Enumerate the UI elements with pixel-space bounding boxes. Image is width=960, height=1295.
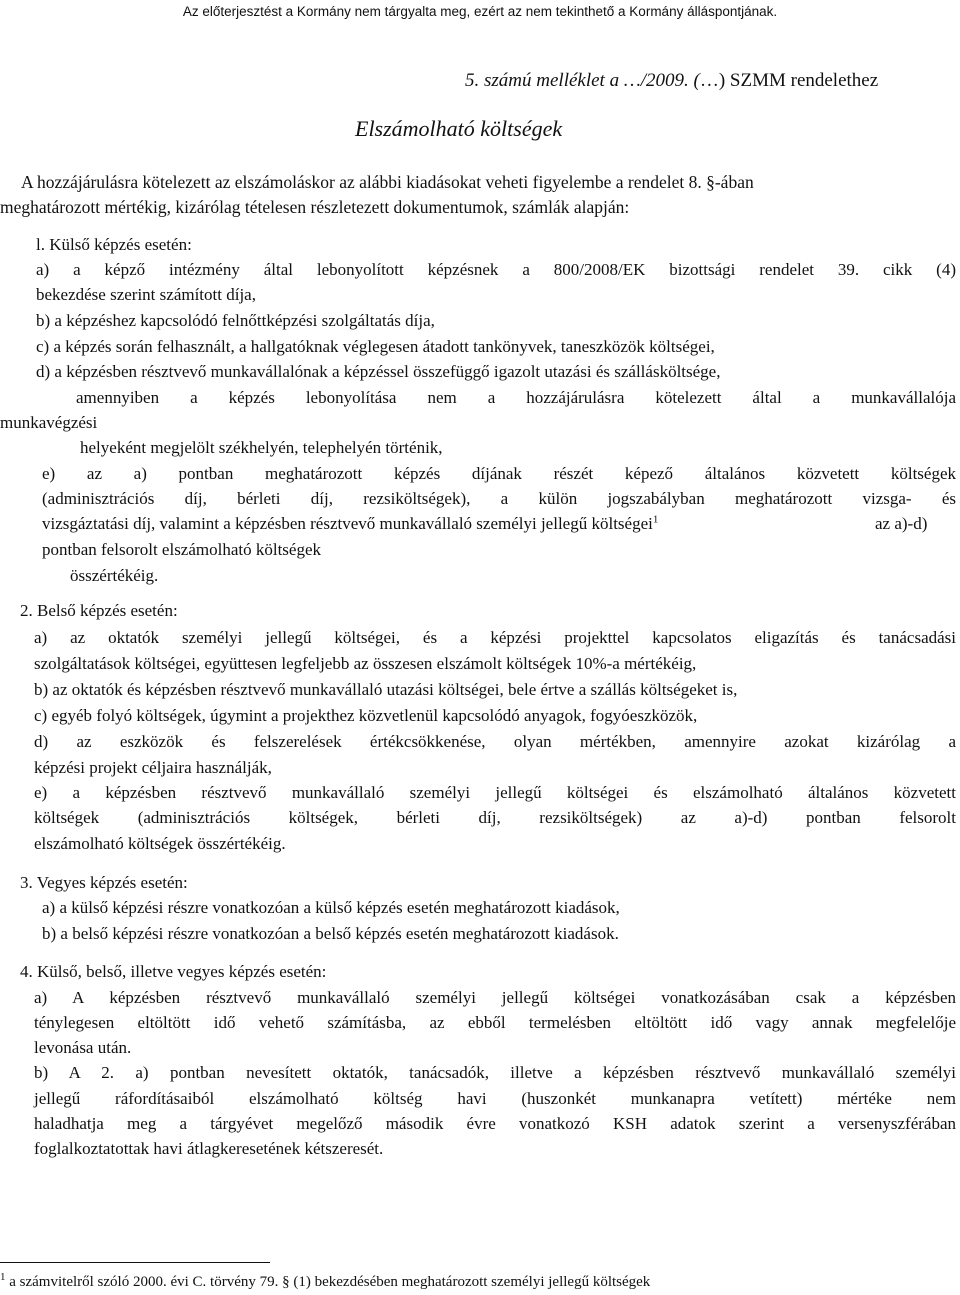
s4-a-line-3: levonása után.: [34, 1038, 132, 1057]
s2-e-line-3: elszámolható költségek összértékéig.: [34, 834, 286, 853]
s1-d-line-3: munkavégzési: [0, 413, 98, 432]
section-4-heading: 4. Külső, belső, illetve vegyes képzés esetén:: [20, 962, 327, 981]
s4-a-line-2: ténylegesen eltöltött idő vehető számításba, az ebből termelésben eltöltött idő vagy annak megfelelője: [34, 1013, 956, 1032]
disclaimer-header: Az előterjesztést a Kormány nem tárgyalta meg, ezért az nem tekinthető a Kormány álláspontjának.: [182, 4, 778, 19]
s1-d-line-1: d) a képzésben résztvevő munkavállalónak a képzéssel összefüggő igazolt utazási és szállásköltsége,: [36, 362, 721, 381]
section-2-heading: 2. Belső képzés esetén:: [20, 601, 178, 620]
s2-d-line-2: képzési projekt céljaira használják,: [34, 758, 272, 777]
annex-label-italic: 5. számú melléklet a …/2009. (: [465, 70, 700, 91]
s1-e-line-1: e) az a) pontban meghatározott képzés díjának részét képező általános közvetett költségek: [42, 464, 956, 483]
s1-e-line-3-text: vizsgáztatási díj, valamint a képzésben résztvevő munkavállaló személyi jellegű költségei: [42, 514, 653, 533]
s4-b-line-3: haladhatja meg a tárgyévet megelőző második évre vonatkozó KSH adatok szerint a versenyszférában: [34, 1114, 956, 1133]
s2-e-line-1: e) a képzésben résztvevő munkavállaló személyi jellegű költségei és elszámolható általános közvetett: [34, 783, 956, 802]
s2-a-line-1: a) az oktatók személyi jellegű költségei, és a képzési projekttel kapcsolatos eligazítás és tanácsadási: [34, 628, 956, 647]
s4-b-line-2: jellegű ráfordításaiból elszámolható költség havi (huszonkét munkanapra vetített) mértéke nem: [34, 1089, 956, 1108]
s2-b: b) az oktatók és képzésben résztvevő munkavállaló utazási költségei, bele értve a szállás költségeket is,: [34, 680, 738, 699]
footnote-text: a számvitelről szóló 2000. évi C. törvény 79. § (1) bekezdésében meghatározott személyi jellegű költségek: [9, 1274, 651, 1290]
footnote-number: 1: [0, 1271, 6, 1283]
s4-b-line-4: foglalkoztatottak havi átlagkeresetének kétszeresét.: [34, 1139, 384, 1158]
s4-a-line-1: a) A képzésben résztvevő munkavállaló személyi jellegű költségei vonatkozásában csak a képzésben: [34, 988, 956, 1007]
s1-a-line-2: bekezdése szerint számított díja,: [36, 285, 256, 304]
s2-a-line-2: szolgáltatások költségei, együttesen legfeljebb az összesen elszámolt költségek 10%-a mértékéig,: [34, 654, 697, 673]
s1-e-line-5: összértékéig.: [70, 566, 159, 585]
s3-a: a) a külső képzési részre vonatkozóan a külső képzés esetén meghatározott kiadások,: [42, 898, 620, 917]
annex-label: [465, 71, 878, 91]
section-3-heading: 3. Vegyes képzés esetén:: [20, 873, 188, 892]
s1-d-line-2: amennyiben a képzés lebonyolítása nem a hozzájárulásra kötelezett által a munkavállalója: [76, 388, 956, 407]
s4-b-line-1: b) A 2. a) pontban nevesített oktatók, tanácsadók, illetve a képzésben résztvevő munkavállaló személyi: [34, 1063, 956, 1082]
footnote-divider: [0, 1262, 270, 1263]
intro-line-2: meghatározott mértékig, kizárólag tételesen részletezett dokumentumok, számlák alapján:: [0, 197, 630, 217]
s1-a-line-1: a) a képző intézmény által lebonyolított képzésnek a 800/2008/EK bizottsági rendelet 39. cikk (4): [36, 260, 956, 279]
s1-e-line-2: (adminisztrációs díj, bérleti díj, rezsiköltségek), a külön jogszabályban meghatározott vizsga- és: [42, 489, 956, 508]
s1-b: b) a képzéshez kapcsolódó felnőttképzési szolgáltatás díja,: [36, 311, 435, 330]
intro-line-1: A hozzájárulásra kötelezett az elszámoláskor az alábbi kiadásokat veheti figyelembe a rendelet 8. §-ában: [21, 172, 754, 192]
s1-c: c) a képzés során felhasznált, a hallgatóknak véglegesen átadott tankönyvek, taneszközök költségei,: [36, 337, 715, 356]
s1-d-line-4: helyeként megjelölt székhelyén, telephelyén történik,: [80, 438, 443, 457]
s2-d-line-1: d) az eszközök és felszerelések értékcsökkenése, olyan mértékben, amennyire azokat kizárólag a: [34, 732, 956, 751]
annex-label-plain: …) SZMM rendelethez: [699, 70, 879, 91]
footnote-ref: 1: [652, 513, 659, 526]
s3-b: b) a belső képzési részre vonatkozóan a belső képzés esetén meghatározott kiadások.: [42, 924, 619, 943]
s1-e-line-4: pontban felsorolt elszámolható költségek: [42, 540, 322, 559]
s1-e-line-3-end: az a)-d): [875, 514, 928, 533]
s2-e-line-2: költségek (adminisztrációs költségek, bérleti díj, rezsiköltségek) az a)-d) pontban felsorolt: [34, 808, 956, 827]
s1-e-line-3: [42, 514, 658, 534]
s2-c: c) egyéb folyó költségek, úgymint a projekthez közvetlenül kapcsolódó anyagok, fogyóeszközök,: [34, 706, 698, 725]
footnote: [0, 1272, 650, 1292]
section-1-heading: l. Külső képzés esetén:: [36, 235, 192, 254]
page-title: Elszámolható költségek: [355, 116, 563, 141]
